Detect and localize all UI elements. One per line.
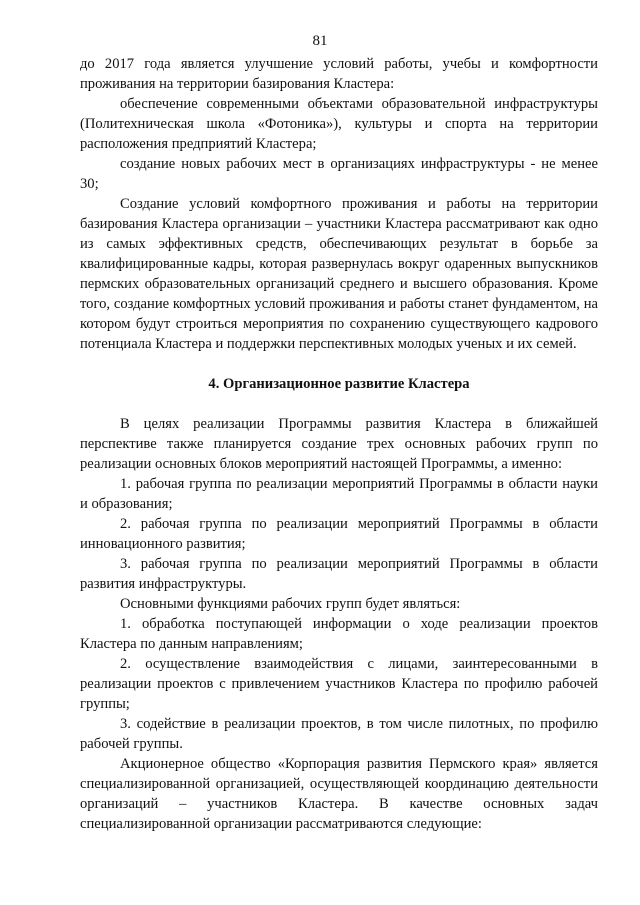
paragraph-body: Основными функциями рабочих групп будет являться:	[120, 596, 461, 612]
document-body	[80, 54, 598, 834]
paragraph-list-item: обеспечение современными объектами образовательной инфраструктуры (Политехническая школа «Фотоника»), культуры и спорта на территории расположения предприятий Кластера;	[80, 96, 598, 152]
paragraph-continuation: до 2017 года является улучшение условий работы, учебы и комфортности проживания на территории базирования Кластера:	[80, 56, 598, 92]
paragraph-body: В целях реализации Программы развития Кластера в ближайшей перспективе также планируется создание трех основных рабочих групп по реализации основных блоков мероприятий настоящей Программы, а именно:	[80, 416, 598, 472]
page-number: 81	[312, 33, 328, 49]
paragraph-list-item: 1. рабочая группа по реализации мероприятий Программы в области науки и образования;	[80, 476, 598, 512]
section-heading: 4. Организационное развитие Кластера	[208, 376, 470, 392]
paragraph-list-item: 2. осуществление взаимодействия с лицами, заинтересованными в реализации проектов с привлечением участников Кластера по профилю рабочей группы;	[80, 656, 598, 712]
paragraph-body: Создание условий комфортного проживания и работы на территории базирования Кластера организации – участники Кластера рассматривают как одно из самых эффективных средств, обеспечивающих результат в борьбе за квалифицированные кадры, которая развернулась вокруг одаренных выпускников пермских образовательных организаций среднего и высшего образования. Кроме того, создание комфортных условий проживания и работы станет фундаментом, на котором будут строиться мероприятия по сохранению существующего кадрового потенциала Кластера и поддержки перспективных молодых ученых и их семей.	[80, 196, 598, 352]
paragraph-list-item: создание новых рабочих мест в организациях инфраструктуры - не менее 30;	[80, 156, 598, 192]
paragraph-list-item: 1. обработка поступающей информации о ходе реализации проектов Кластера по данным направлениям;	[80, 616, 598, 652]
paragraph-list-item: 2. рабочая группа по реализации мероприятий Программы в области инновационного развития;	[80, 516, 598, 552]
paragraph-list-item: 3. рабочая группа по реализации мероприятий Программы в области развития инфраструктуры.	[80, 556, 598, 592]
paragraph-list-item: 3. содействие в реализации проектов, в том числе пилотных, по профилю рабочей группы.	[80, 716, 598, 752]
paragraph-body: Акционерное общество «Корпорация развития Пермского края» является специализированной организацией, осуществляющей координацию деятельности организаций – участников Кластера. В качестве основных задач специализированной организации рассматриваются следующие:	[80, 756, 598, 832]
